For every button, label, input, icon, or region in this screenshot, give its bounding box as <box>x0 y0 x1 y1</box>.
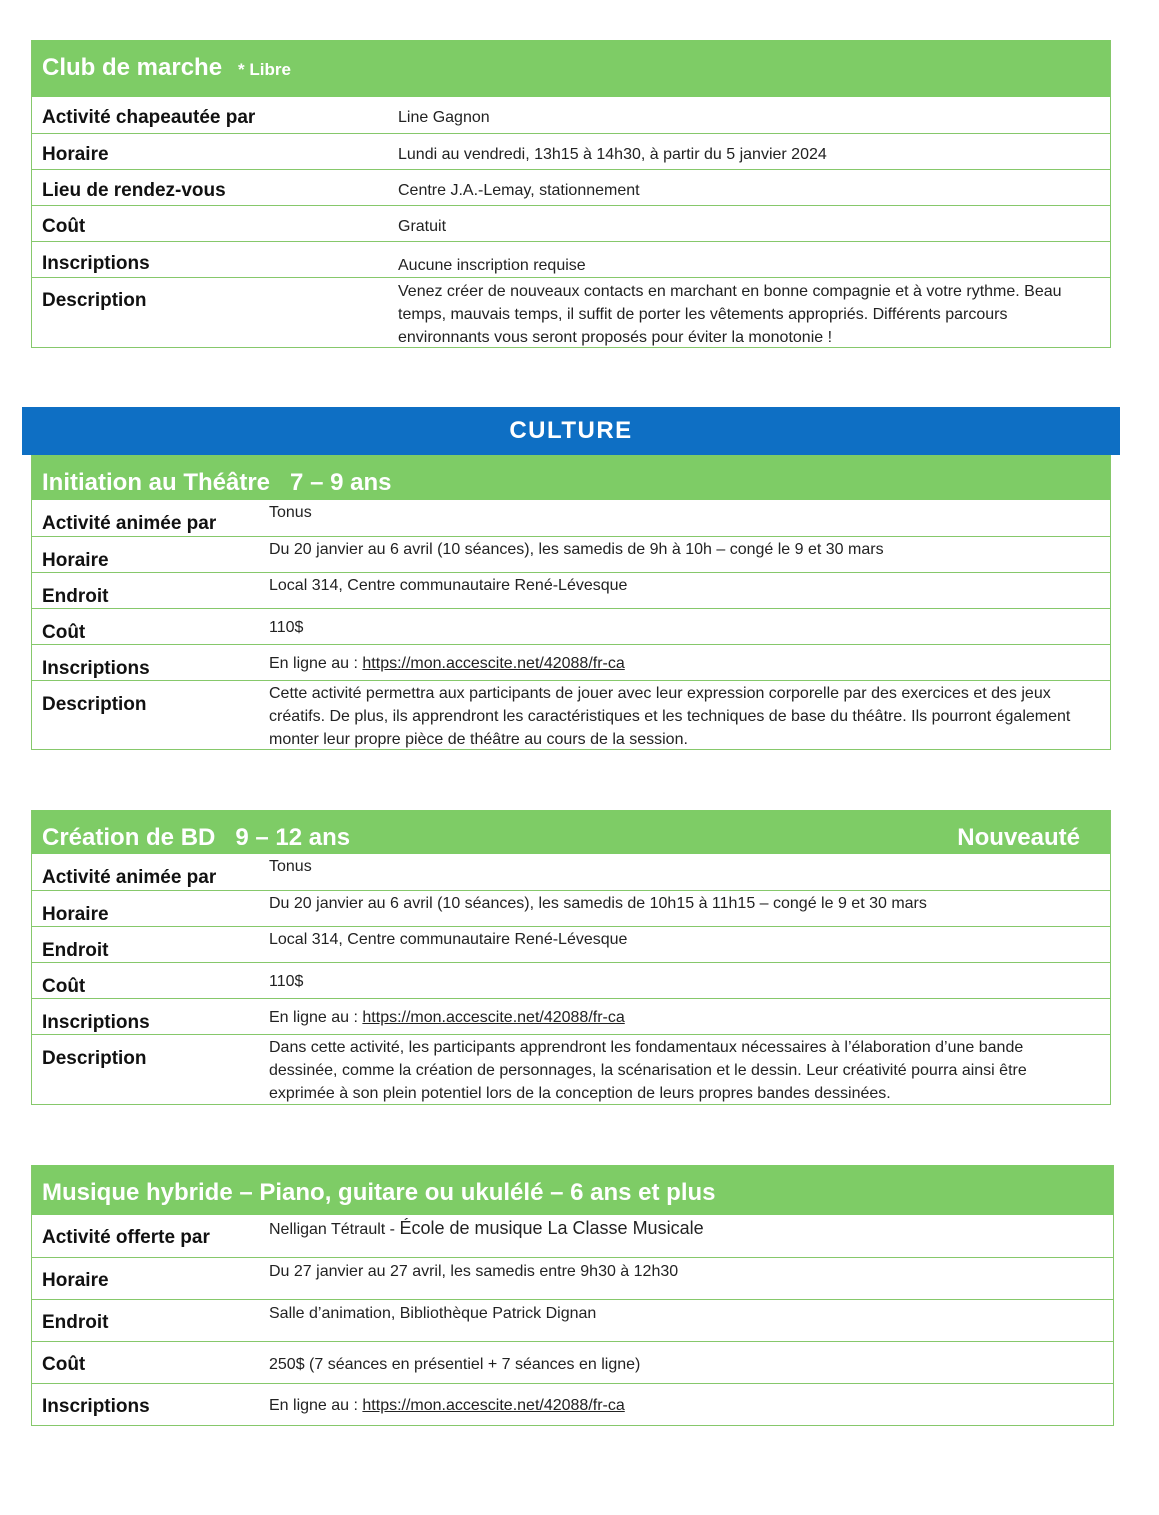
table-row <box>32 926 1110 962</box>
inscription-prefix: En ligne au : <box>269 1009 363 1026</box>
club-tag: * Libre <box>238 60 291 79</box>
table-row <box>32 277 1110 347</box>
theatre-age: 7 – 9 ans <box>290 469 392 496</box>
table-row <box>32 536 1110 572</box>
table-row <box>32 1034 1110 1104</box>
bd-table <box>31 810 1111 1105</box>
table-row <box>32 500 1110 536</box>
row-label: Coût <box>42 216 86 237</box>
theatre-header <box>32 455 1110 500</box>
row-value: Venez créer de nouveaux contacts en marchant en bonne compagnie et à votre rythme. Beau temps, mauvais temps, il suffit de porter les vêtements appropriés. Différents parcours environnants vous seront proposés pour éviter la monotonie ! <box>398 283 1062 346</box>
row-label: Horaire <box>42 550 109 571</box>
theatre-table <box>31 455 1111 750</box>
school-name: École de musique La Classe Musicale <box>399 1218 704 1238</box>
club-header <box>32 40 1110 97</box>
inscription-link[interactable]: https://mon.accescite.net/42088/fr-ca <box>362 1009 625 1026</box>
row-value: 110$ <box>269 619 304 636</box>
row-label: Horaire <box>42 144 109 165</box>
row-label: Description <box>42 1048 147 1069</box>
row-value: Aucune inscription requise <box>398 257 586 274</box>
row-value: 250$ (7 séances en présentiel + 7 séances en ligne) <box>269 1356 641 1373</box>
inscription-link[interactable]: https://mon.accescite.net/42088/fr-ca <box>362 655 625 672</box>
row-value <box>269 652 625 675</box>
row-label: Description <box>42 290 147 311</box>
bd-header <box>32 810 1110 854</box>
teacher-name: Nelligan Tétrault - <box>269 1221 400 1238</box>
row-value: Du 20 janvier au 6 avril (10 séances), les samedis de 9h à 10h – congé le 9 et 30 mars <box>269 541 884 558</box>
row-label: Endroit <box>42 1312 109 1333</box>
row-label: Coût <box>42 976 86 997</box>
row-label: Description <box>42 694 147 715</box>
theatre-title: Initiation au Théâtre <box>42 469 271 496</box>
row-value <box>269 1006 625 1029</box>
row-value <box>269 1394 625 1417</box>
row-label: Activité animée par <box>42 867 217 888</box>
row-label: Activité chapeautée par <box>42 107 256 128</box>
table-row <box>32 890 1110 926</box>
row-label: Activité offerte par <box>42 1227 210 1248</box>
row-value: Dans cette activité, les participants apprendront les fondamentaux nécessaires à l’élaboration d’une bande dessinée, comme la création de personnages, la scénarisation et le dessin. Leur créativité pourra ainsi être exprimée à son plein potentiel lors de la conception de leurs propres bandes dessinées. <box>269 1039 1027 1102</box>
table-row <box>32 854 1110 890</box>
row-value: Du 27 janvier au 27 avril, les samedis entre 9h30 à 12h30 <box>269 1263 679 1280</box>
musique-table <box>31 1165 1114 1426</box>
musique-title: Musique hybride – Piano, guitare ou ukulélé – 6 ans et plus <box>42 1179 716 1206</box>
row-label: Inscriptions <box>42 1012 150 1033</box>
row-value: Centre J.A.-Lemay, stationnement <box>398 182 640 199</box>
table-row <box>32 644 1110 680</box>
inscription-link[interactable]: https://mon.accescite.net/42088/fr-ca <box>362 1397 625 1414</box>
row-value: Du 20 janvier au 6 avril (10 séances), les samedis de 10h15 à 11h15 – congé le 9 et 30 mars <box>269 895 927 912</box>
row-value: Tonus <box>269 504 312 521</box>
bd-title: Création de BD <box>42 824 216 851</box>
row-label: Inscriptions <box>42 1396 150 1417</box>
bd-age: 9 – 12 ans <box>235 824 351 851</box>
inscription-prefix: En ligne au : <box>269 1397 363 1414</box>
table-row <box>32 1257 1113 1299</box>
table-row <box>32 169 1110 205</box>
table-row <box>32 608 1110 644</box>
row-value: Cette activité permettra aux participants de jouer avec leur expression corporelle par des exercices et des jeux créatifs. De plus, ils apprendront les caractéristiques et les techniques de base du théâtre. Ils pourront également monter leur propre pièce de théâtre au cours de la session. <box>269 685 1071 748</box>
row-value: Gratuit <box>398 218 447 235</box>
row-label: Horaire <box>42 904 109 925</box>
club-table <box>31 40 1111 348</box>
table-row <box>32 1299 1113 1341</box>
row-value: Local 314, Centre communautaire René-Lévesque <box>269 931 628 948</box>
row-value: Lundi au vendredi, 13h15 à 14h30, à partir du 5 janvier 2024 <box>398 146 827 163</box>
new-badge: Nouveauté <box>957 824 1080 851</box>
row-value: Tonus <box>269 858 312 875</box>
club-title: Club de marche <box>42 54 223 81</box>
row-value: 110$ <box>269 973 304 990</box>
table-row <box>32 572 1110 608</box>
row-label: Coût <box>42 1354 86 1375</box>
row-value: Salle d’animation, Bibliothèque Patrick Dignan <box>269 1305 597 1322</box>
row-value: Local 314, Centre communautaire René-Lévesque <box>269 577 628 594</box>
row-label: Lieu de rendez-vous <box>42 180 226 201</box>
table-row <box>32 97 1110 133</box>
musique-header <box>32 1165 1113 1215</box>
row-label: Inscriptions <box>42 253 150 274</box>
table-row <box>32 962 1110 998</box>
table-row <box>32 1215 1113 1257</box>
row-value <box>269 1217 704 1241</box>
table-row <box>32 1341 1113 1383</box>
row-label: Endroit <box>42 940 109 961</box>
table-row <box>32 680 1110 749</box>
table-row <box>32 241 1110 277</box>
row-label: Coût <box>42 622 86 643</box>
row-label: Inscriptions <box>42 658 150 679</box>
row-label: Activité animée par <box>42 513 217 534</box>
culture-banner: CULTURE <box>22 407 1120 455</box>
table-row <box>32 998 1110 1034</box>
inscription-prefix: En ligne au : <box>269 655 363 672</box>
table-row <box>32 205 1110 241</box>
row-label: Endroit <box>42 586 109 607</box>
row-label: Horaire <box>42 1270 109 1291</box>
table-row <box>32 133 1110 169</box>
table-row <box>32 1383 1113 1425</box>
row-value: Line Gagnon <box>398 109 490 126</box>
